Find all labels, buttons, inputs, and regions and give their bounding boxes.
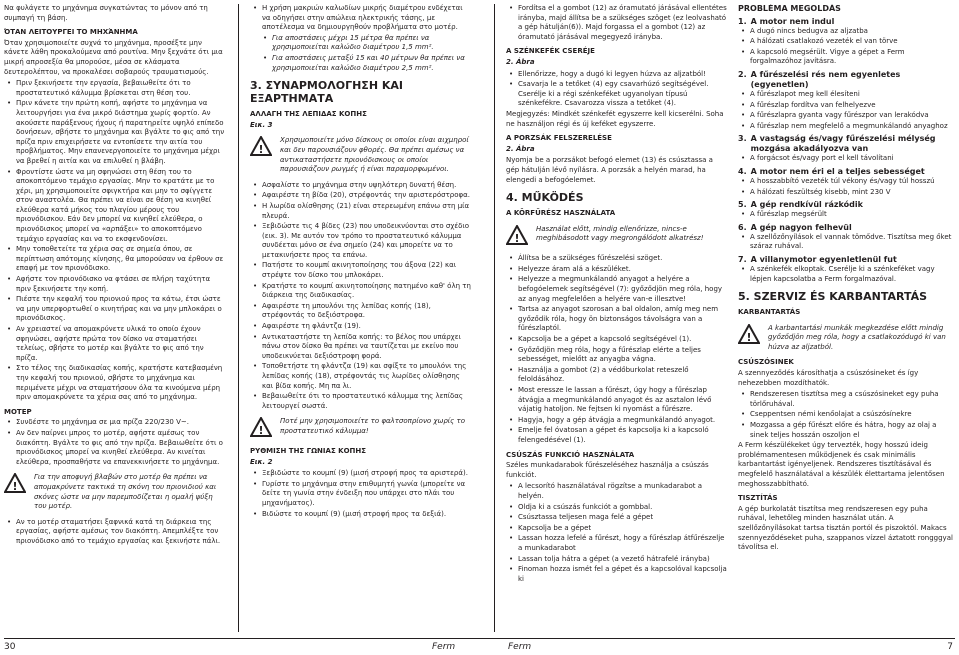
bullet-list [738, 27, 956, 67]
figure-ref: Εικ. 3 [250, 120, 273, 129]
section-heading: CSÚSZÓSINEK [738, 358, 794, 367]
column-3 [506, 4, 728, 634]
section-heading: CSÚSZÁS FUNKCIÓ HASZNÁLATA [506, 450, 635, 459]
list-item: • A szellőzőnyílások el vannak tömődve. Tisztítsa meg őket száraz ruhával. [738, 233, 956, 252]
list-item: • Emelje fel óvatosan a gépet és kapcsolja ki a kapcsoló felengedésével (1). [506, 426, 728, 445]
warning-text: Χρησιμοποιείτε μόνο δίσκους οι οποίοι είναι αιχμηροί και δεν παρουσιάζουν φθορές. Θα πρέπει αμέσως να αντικαταστήσετε πριονόδισκους οι οποίοι παρουσιάζουν ρωγμές ή είναι παραμορφωμένοι. [280, 136, 469, 174]
list-item: • Mozgassa a gép fűrészt előre és hátra, hogy az olaj a sinek teljes hosszán oszoljon el [738, 421, 956, 440]
column-2 [250, 4, 472, 634]
paragraph: Όταν χρησιμοποιείτε συχνά το μηχάνημα, προσέξτε μην κάνετε λάθη προκαλούμενα από ρουτίνα. Μην ξεχνάτε ότι μια μικρή απροσεξία θα μπορούσε, μέσα σε κλάσματα δευτερολέπτου, να προκαλέσει σοβαρούς τραυματισμούς. [4, 38, 223, 76]
list-item: • Αν το μοτέρ σταματήσει ξαφνικά κατά τη διάρκεια της εργασίας, αφήστε αμέσως τον διακόπτη. Απεμπλέξτε τον πριονόδισκο από το τεμάχιο εργασίας και ξεκινήστε πάλι. [4, 518, 226, 547]
list-item: • Αν δεν παίρνει μπρος το μοτέρ, αφήστε αμέσως τον διακόπτη. Βγάλτε το φις από την πρίζα. Βεβαιωθείτε ότι ο πριονόδισκος μπορεί να κινηθεί ελεύθερα. Αν κινείται ελεύθερα, προσπαθήστε να επανεκκινήσετε το μηχάνημα. [4, 429, 226, 467]
list-item: • Φροντίστε ώστε να μη σφηνώσει στη θέση του το αποκοπτόμενο τεμάχιο εργασίας. Μην το κρατάτε με το χέρι, μη χρησιμοποιείτε σφιγκτήρα και μην το σφίγγετε στον αναστολέα. Θα πρέπει να είναι σε θέση να κινηθεί ελεύθερα κατά μήκος του πλαγίου μέρους του πριονόδισκου. Εάν δεν μπορεί να κινηθεί ελεύθερα, ο πριονόδισκος μπορεί να «αρπάξει» το αποκοπτόμενο τεμάχιο εργασίας και να το εκσφενδονίσει. [4, 168, 226, 245]
list-item: • Αν χρειαστεί να απομακρύνετε υλικά το οποίο έχουν σφηνώσει, αφήστε πρώτα τον δίσκο να σταματήσει τελείως, σβήστε το μοτέρ και βγάλτε το φις από την πρίζα. [4, 325, 226, 363]
warning-text: Για την αποφυγή βλαβών στο μοτέρ θα πρέπει να απομακρύνετε τακτικά τη σκόνη του πριονιδιού και σκόνες ώστε να μην παρεμποδίζεται η ομαλή ψύξη του μοτέρ. [34, 473, 217, 511]
paragraph: Να φυλάγετε το μηχάνημα συγκατώντας το μόνον από τη συμπαγή τη βάση. [4, 4, 208, 22]
bullet-list [506, 70, 728, 109]
list-item: • Αφήστε τον πριονόδισκο να φτάσει σε πλήρη ταχύτητα πριν ξεκινήσετε την κοπή. [4, 275, 226, 294]
item-number: 3. [738, 134, 747, 144]
list-item: • Állítsa be a szükséges fűrészelési szöget. [506, 254, 728, 264]
paragraph: A gép burkolatát tisztítsa meg rendszeresen egy puha ruhával, lehetőleg minden használat után. A szellőzőnyílásokat tartsa tisztán portól és piszoktól. Makacs szennyeződéseket puha, szappanos vízzel áztatott rongggyal távolítsa el. [738, 504, 953, 552]
bullet-list [250, 469, 472, 519]
item-number: 2. [738, 69, 747, 79]
bullet-list [4, 518, 226, 547]
svg-text:!: ! [12, 480, 18, 494]
bullet-list [738, 90, 956, 131]
list-item: • Αφαιρέστε τη βίδα (20), στρέφοντάς την αριστερόστροφα. [250, 191, 472, 201]
list-item: • Ασφαλίστε το μηχάνημα στην υψηλότερη δυνατή θέση. [250, 181, 472, 191]
list-item: • A kapcsoló megsérült. Vigye a gépet a Ferm forgalmazóhoz javításra. [738, 48, 956, 67]
section-heading: A PORZSÁK FELSZERELÉSE [506, 134, 612, 143]
warning-note [250, 136, 472, 174]
troubleshoot-item [738, 134, 956, 164]
section-heading: ΑΛΛΑΓΗ ΤΗΣ ΛΕΠΙΔΑΣ ΚΟΠΗΣ [250, 110, 367, 119]
warning-note [250, 417, 472, 441]
list-item: • Cseppentsen némi kenőolajat a csúszósínekre [738, 410, 956, 420]
warning-note [506, 225, 728, 249]
troubleshoot-item [738, 70, 956, 131]
list-item: • Τοποθετήστε τη φλάντζα (19) και σφίξτε το μπουλόνι της λεπίδας κοπής (18), στρέφοντάς τις λωρίδες ολίσθησης και βίδα κοπής. Μη πα λι. [250, 362, 472, 391]
troubleshoot-item [738, 255, 956, 284]
item-title: A gép rendkívül rázkódik [750, 200, 863, 210]
warning-triangle-icon [506, 225, 530, 249]
list-item: • Ξεβιδώστε το κουμπί (9) (μισή στροφή προς τα αριστερά). [250, 469, 472, 479]
list-item: • Ξεβιδώστε τις 4 βίδες (23) που υποδεικνύονται στο σχέδιο (εικ. 3). Με αυτόν τον τρόπο το προστατευτικό κάλυμμα συνδέεται μόνο σε ένα σημείο (24) και μπορείτε να το μετακινήσετε προς τα επάνω. [250, 222, 472, 260]
list-item: • Lassan hozza lefelé a fűrészt, hogy a fűrészlap átfűrészelje a munkadarabot [506, 534, 728, 553]
bullet-list [738, 390, 956, 440]
bullet-list [506, 254, 728, 445]
list-item: • Helyezze a megmunkálandó anyagot a helyére a befogóelemek segítségével (7): győződjön meg róla, hogy az anyag megfelelően a helyére van-e illesztve! [506, 275, 728, 304]
section-heading: A KÖRFŰRÉSZ HASZNÁLATA [506, 209, 616, 218]
list-item: • A szénkefék elkoptak. Cserélje ki a szénkeféket vagy lépjen kapcsolatba a Ferm forgalmazóval. [738, 265, 956, 284]
bullet-list [738, 154, 956, 164]
warning-note [4, 473, 226, 511]
list-item: • Στο τέλος της διαδικασίας κοπής, κρατήστε κατεβασμένη την κεφαλή του πριονιού, σβήστε το μηχάνημα και περιμένετε μέχρι να σταματήσουν όλα τα κινούμενα μέρη πριν απομακρύνετε τα χέρια σας από το μηχάνημα. [4, 364, 226, 402]
column-divider [494, 4, 495, 632]
item-number: 1. [738, 16, 747, 26]
item-title: A fűrészelési rés nem egyenletes (egyenetlen) [750, 69, 901, 89]
list-item: • A fűrészlapra gyanta vagy fűrészpor van lerakódva [738, 111, 956, 121]
item-number: 7. [738, 254, 747, 264]
warning-text: Ποτέ μην χρησιμοποιείτε το φαλτσοπρίονο χωρίς το προστατευτικό κάλυμμα! [280, 417, 466, 435]
column-divider [238, 4, 239, 632]
item-number: 6. [738, 222, 747, 232]
troubleshoot-item [738, 167, 956, 197]
list-item: • Αφαιρέστε τη μπουλόνι της λεπίδας κοπής (18), στρέφοντάς το δεξιόστροφα. [250, 302, 472, 321]
column-1 [4, 4, 226, 634]
warning-triangle-icon [738, 324, 762, 348]
list-item: • Használja a gombot (2) a védőburkolat reteszelő feloldásához. [506, 366, 728, 385]
list-item: • A dugó nincs bedugva az aljzatba [738, 27, 956, 37]
list-item: • Πριν κάνετε την πρώτη κοπή, αφήστε το μηχάνημα να λειτουργήσει για ένα μικρό διάστημα χωρίς φορτίο. Αν ακούσετε παράξενους ήχους ή παρατηρείτε υψηλό επίπεδο δονήσεων, σβήστε το μηχάνημα και βγάλτε το φις από την πρίζα πριν επιχειρήσετε να εντοπίσετε την αιτία του προβλήματος. Μην επανενεργοποιείτε το μηχάνημα μέχρι να βρεθεί η αιτία και να επιλυθεί η βλάβη. [4, 99, 226, 166]
figure-ref: 2. Ábra [506, 57, 535, 66]
list-item: • Csúsztassa teljesen maga felé a gépet [506, 513, 728, 523]
list-item: • A forgácsot és/vagy port el kell távolítani [738, 154, 956, 164]
section-heading: KARBANTARTÁS [738, 308, 801, 317]
svg-text:!: ! [258, 143, 264, 157]
list-item: • Oldja ki a csúszás funkciót a gombbal. [506, 503, 728, 513]
list-item: • Kapcsolja be a gépet [506, 524, 728, 534]
section-heading: A SZÉNKEFÉK CSERÉJE [506, 47, 595, 56]
list-item: • Fordítsa el a gombot (12) az óramutató járásával ellentétes irányba, majd állítsa be a szükséges szöget (ez leolvasható a gép hátulján(6)). Majd forgassa el a gombot (12) az óramutató járásával megegyező irányba. [506, 4, 728, 42]
list-item: • Η χρήση μακριών καλωδίων μικρής διαμέτρου ενδέχεται να οδηγήσει στην απώλεια ηλεκτρικής τάσης, με αποτέλεσμα να δημιουργηθούν προβλήματα στο μοτέρ. [250, 4, 472, 33]
bullet-list [250, 181, 472, 412]
paragraph: Nyomja be a porzsákot befogó elemet (13) és csúsztassa a gép hátulján lévő nyílásra. A porzsák a helyén marad, ha elengedi a befogóelemet. [506, 156, 713, 184]
list-item: • Tartsa az anyagot szorosan a bal oldalon, amíg meg nem győződik róla, hogy ön biztonságos távolságra van a fűrészlaptól. [506, 305, 728, 334]
paragraph: Széles munkadarabok fűrészeléséhez használja a csúszás funkciót. [506, 461, 709, 479]
bullet-list [738, 233, 956, 252]
footer-rule [4, 638, 955, 639]
list-item: • A fűrészlap nem megfelelő a megmunkálandó anyaghoz [738, 122, 956, 132]
item-title: A villanymotor egyenletlenül fut [750, 254, 897, 264]
list-item: • A fűrészlapot meg kell élesíteni [738, 90, 956, 100]
section-title: 3. ΣΥΝΑΡΜΟΛΟΓΗΣΗ ΚΑΙ ΕΞΑΡΤΗΜΑΤΑ [250, 79, 403, 106]
list-item: • Lassan tolja hátra a gépet (a vezető hátrafelé irányba) [506, 555, 728, 565]
bullet-list [738, 265, 956, 284]
bullet-list [506, 482, 728, 584]
list-item: • Győződjön meg róla, hogy a fűrészlap elérte a teljes sebességet, mielőtt az anyagba vágna. [506, 346, 728, 365]
list-item: • Rendszeresen tisztítsa meg a csúszósineket egy puha törlőruhával. [738, 390, 956, 409]
section-title: 5. SZERVIZ ÉS KARBANTARTÁS [738, 290, 928, 304]
list-item: • Hagyja, hogy a gép átvágja a megmunkálandó anyagot. [506, 416, 728, 426]
list-item: • A hosszabbító vezeték túl vékony és/vagy túl hosszú [738, 177, 956, 187]
column-4 [738, 4, 956, 634]
section-heading: ΡΥΘΜΙΣΗ ΤΗΣ ΓΩΝΙΑΣ ΚΟΠΗΣ [250, 446, 367, 455]
list-item: • Most eressze le lassan a fűrészt, úgy hogy a fűrészlap átvágja a megmunkálandó anyagot és az asztalon lévő vájatig hatoljon. Ne fejtsen ki nyomást a fűrészre. [506, 386, 728, 415]
warning-triangle-icon [4, 473, 28, 497]
section-heading: ΜΟΤΕΡ [4, 407, 32, 416]
list-item: • Για αποστάσεις μέχρι 15 μέτρα θα πρέπει να χρησιμοποιείται καλώδιο διαμέτρου 1,5 mm². [260, 34, 472, 53]
warning-triangle-icon [250, 136, 274, 160]
section-title: 4. MŰKÖDÉS [506, 191, 584, 205]
figure-ref: Εικ. 2 [250, 457, 273, 466]
item-title: A gép nagyon felhevül [750, 222, 852, 232]
figure-ref: 2. Ábra [506, 144, 535, 153]
list-item: • Ellenőrizze, hogy a dugó ki legyen húzva az aljzatból! [506, 70, 728, 80]
section-heading: PROBLÉMA MEGOLDÁS [738, 4, 841, 13]
bullet-list [4, 418, 226, 467]
footer-brand-right: Ferm [508, 642, 532, 652]
list-item: • Βεβαιωθείτε ότι το προστατευτικό κάλυμμα της λεπίδας λειτουργεί σωστά. [250, 392, 472, 411]
troubleshoot-item [738, 17, 956, 67]
bullet-list [4, 79, 226, 403]
bullet-list [250, 4, 472, 33]
warning-triangle-icon [250, 417, 274, 441]
svg-text:!: ! [258, 424, 264, 438]
list-item: • Βιδώστε το κουμπί (9) (μισή στροφή προς τα δεξιά). [250, 510, 472, 520]
bullet-list [738, 177, 956, 197]
list-item: • A lecsorító használatával rögzítse a munkadarabot a helyén. [506, 482, 728, 501]
svg-text:!: ! [746, 330, 752, 344]
item-title: A vastagság és/vagy fűrészelési mélység mozgása akadályozva van [750, 134, 936, 154]
troubleshoot-item [738, 200, 956, 220]
sub-bullet-list [250, 34, 472, 73]
list-item: • Πατήστε το κουμπί ακινητοποίησης του άξονα (22) και στρέψτε τον δίσκο του μπλοκάρει. [250, 261, 472, 280]
page-number-left: 30 [4, 642, 16, 652]
page-footer [0, 638, 959, 655]
list-item: • Γυρίστε το μηχάνημα στην επιθυμητή γωνία (μπορείτε να δείτε τη γωνία στην ένδειξη που υπάρχει στο πλάι του μηχανήματος). [250, 480, 472, 509]
footer-brand-left: Ferm [432, 642, 456, 652]
bullet-list [738, 210, 956, 220]
warning-text: Használat előtt, mindig ellenőrizze, nincs-e meghibásodott vagy megrongálódott alkatrész! [536, 224, 704, 243]
bullet-list [506, 4, 728, 42]
section-heading: ΌΤΑΝ ΛΕΙΤΟΥΡΓΕΙ ΤΟ ΜΗΧΆΝΗΜΑ [4, 28, 138, 37]
list-item: • Csavarja le a tetőket (4) egy csavarhúzó segítségével. Cserélje ki a régi szénkeféket ugyanolyan típusú szénkefékre. Csavarozza vissza a tetőket (4). [506, 80, 728, 109]
list-item: • Πριν ξεκινήσετε την εργασία, βεβαιωθείτε ότι το προστατευτικό κάλυμμα βρίσκεται στη θέση του. [4, 79, 226, 98]
item-title: A motor nem éri el a teljes sebességet [750, 166, 925, 176]
svg-text:!: ! [514, 231, 520, 245]
warning-text: A karbantartási munkák megkezdése előtt mindig győződjön meg róla, hogy a csatlakozódugó ki van húzva az aljzatból. [768, 323, 946, 351]
list-item: • Αφαιρέστε τη φλάντζα (19). [250, 322, 472, 332]
item-number: 5. [738, 200, 747, 210]
list-item: • A hálózati csatlakozó vezeték el van törve [738, 37, 956, 47]
list-item: • Helyezze áram alá a készüléket. [506, 265, 728, 275]
list-item: • Για αποστάσεις μεταξύ 15 και 40 μέτρων θα πρέπει να χρησιμοποιείται καλώδιο διαμέτρου 2,5 mm². [260, 54, 472, 73]
list-item: • Kapcsolja be a gépet a kapcsoló segítségével (1). [506, 335, 728, 345]
list-item: • Κρατήστε το κουμπί ακινητοποίησης πατημένο καθ' όλη τη διάρκεια της διαδικασίας. [250, 282, 472, 301]
list-item: • Η λωρίδα ολίσθησης (21) είναι στερεωμένη επάνω στη μία πλευρά. [250, 202, 472, 221]
list-item: • Finoman hozza ismét fel a gépet és a kapcsolóval kapcsolja ki [506, 565, 728, 584]
list-item: • A fűrészlap fordítva van felhelyezve [738, 101, 956, 111]
troubleshoot-item [738, 223, 956, 252]
list-item: • Μην τοποθετείτε τα χέρια σας σε σημεία όπου, σε περίπτωση απότομης κίνησης, θα μπορούσαν να έρθουν σε επαφή με τον πριονόδισκο. [4, 245, 226, 274]
item-number: 4. [738, 166, 747, 176]
list-item: • Αντικαταστήστε τη λεπίδα κοπής: το βέλος που υπάρχει πάνω στον δίσκο θα πρέπει να ταυτίζεται με εκείνο που υποδεικνύεται δεξιόστροφη φορά. [250, 333, 472, 362]
list-item: • A fűrészlap megsérült [738, 210, 956, 220]
item-title: A motor nem indul [750, 16, 835, 26]
list-item: • Συνδέστε το μηχάνημα σε μια πρίζα 220/230 V~. [4, 418, 226, 428]
paragraph: A Ferm készülékeket úgy tervezték, hogy hosszú ideig problémamentesen működjenek és csak minimális karbantartást igényeljenek. Rendszeres tisztításával és megfelelő használatával a készülék élettartama jelentősen meghosszabbítható. [738, 441, 945, 488]
page-number-right: 7 [947, 642, 953, 652]
paragraph: Megjegyzés: Mindkét szénkefét egyszerre kell kicserélni. Soha ne használjon régi és új keféket egyszerre. [506, 109, 724, 128]
list-item: • A hálózati feszültség kisebb, mint 230 V [738, 188, 956, 198]
list-item: • Πιέστε την κεφαλή του πριονιού προς τα κάτω, έτσι ώστε να μην υπερφορτωθεί ο κινητήρας και να μην μπλοκάρει ο πριονόδισκος. [4, 295, 226, 324]
warning-note [738, 324, 956, 353]
section-heading: TISZTÍTÁS [738, 494, 778, 503]
paragraph: A szennyeződés károsíthatja a csúszósineket és így nehezebben mozdíthatók. [738, 369, 919, 387]
